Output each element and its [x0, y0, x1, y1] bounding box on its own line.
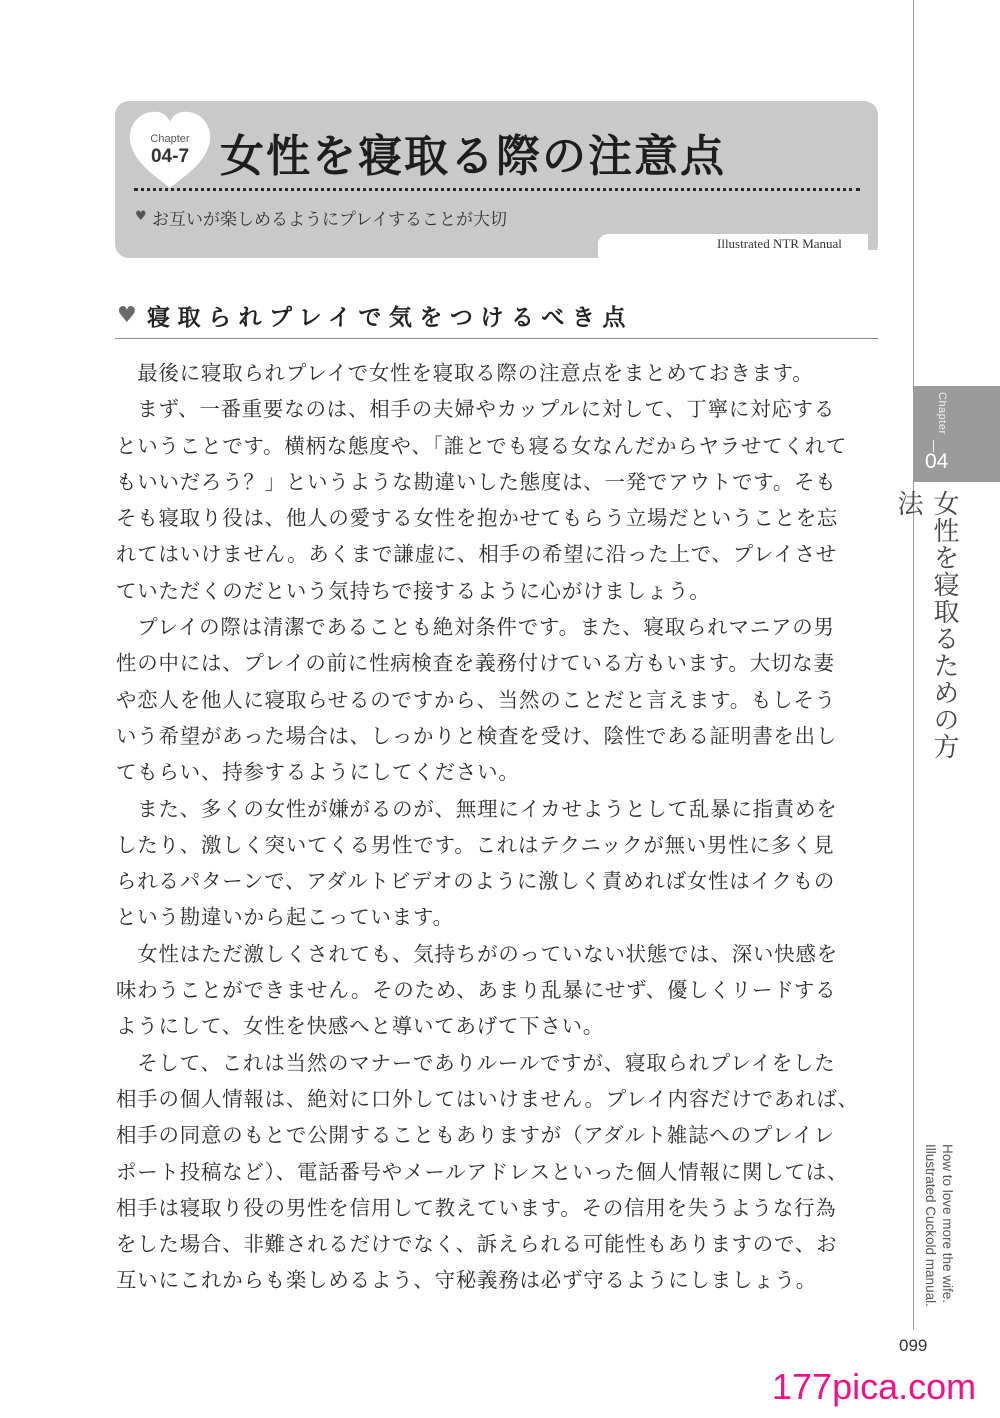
dotted-divider — [134, 188, 860, 191]
subtitle-heart-icon: ♥ — [135, 209, 147, 224]
body-line: まず、一番重要なのは、相手の夫婦やカップルに対して、丁寧に対応する — [116, 397, 836, 422]
body-line: 最後に寝取られプレイで女性を寝取る際の注意点をまとめておきます。 — [116, 361, 814, 385]
body-line: 相手の個人情報は、絶対に口外してはいけません。プレイ内容だけであれば、 — [116, 1086, 859, 1111]
section-heading: 寝取られプレイで気をつけるべき点 — [147, 305, 633, 331]
body-line: したり、激しく突いてくる男性です。これはテクニックが無い男性に多く見 — [116, 832, 835, 857]
body-line: もいいだろう？」というような勘違いした態度は、一発でアウトです。そも — [116, 469, 837, 494]
body-line: という勘違いから起こっています。 — [116, 905, 454, 930]
body-line: 性の中には、プレイの前に性病検査を義務付けている方もいます。大切な妻 — [116, 651, 835, 676]
body-line: そも寝取り役は、他人の愛する女性を抱かせてもらう立場だということを忘 — [116, 506, 839, 531]
chapter-title: 女性を寝取る際の注意点 — [220, 131, 726, 182]
section-underline — [115, 338, 878, 339]
margin-rule — [913, 0, 914, 1330]
side-english-line1: How to love more the wife. — [940, 1144, 955, 1304]
manual-label: Illustrated NTR Manual — [717, 236, 842, 251]
chapter-subtitle: お互いが楽しめるようにプレイすることが大切 — [152, 210, 507, 230]
side-english-line2: Illustrated Cuckold manual. — [923, 1144, 938, 1307]
body-line: ようにして、女性を快感へと導いてあげて下さい。 — [116, 1014, 605, 1039]
side-tab-chapter-number: 04 — [925, 450, 949, 473]
watermark-link[interactable]: 177pica.com — [772, 1366, 977, 1407]
body-line: 女性はただ激しくされても、気持ちがのっていない状態では、深い快感を — [116, 941, 838, 966]
body-line: ということです。横柄な態度や、「誰とでも寝る女なんだからヤラせてくれて — [116, 433, 848, 458]
section-heart-icon: ♥ — [117, 303, 137, 328]
body-line: をした場合、非難されるだけでなく、訴えられる可能性もありますので、お — [116, 1232, 838, 1257]
body-line: そして、これは当然のマナーでありルールですが、寝取られプレイをした — [116, 1050, 836, 1075]
body-line: られるパターンで、アダルトビデオのように激しく責めれば女性はイクもの — [116, 869, 836, 894]
body-line: 相手の同意のもとで公開することもありますが（アダルト雑誌へのプレイレ — [116, 1123, 835, 1148]
body-line: ポート投稿など）、電話番号やメールアドレスといった個人情報に関しては、 — [116, 1159, 849, 1184]
side-english-caption — [916, 1144, 956, 1324]
body-line: プレイの際は清潔であることも絶対条件です。また、寝取られマニアの男 — [116, 615, 835, 640]
body-line: てもらい、持参するようにしてください。 — [116, 760, 520, 785]
side-chapter-title: 女性を寝取るための方法 — [893, 490, 959, 760]
badge-chapter-label: Chapter — [150, 133, 190, 145]
page-number: 099 — [899, 1336, 928, 1355]
body-line: また、多くの女性が嫌がるのが、無理にイカせようとして乱暴に指責めを — [116, 796, 838, 821]
body-line: 相手は寝取り役の男性を信用して教えています。その信用を失うような行為 — [116, 1195, 837, 1220]
side-tab-chapter-label: Chapter — [936, 392, 948, 435]
body-line: れてはいけません。あくまで謙虚に、相手の希望に沿った上で、プレイさせ — [116, 542, 838, 567]
body-line: いう希望があった場合は、しっかりと検査を受け、陰性である証明書を出し — [116, 723, 838, 748]
body-line: 互いにこれからも楽しめるよう、守秘義務は必ず守るようにしましょう。 — [116, 1268, 817, 1293]
body-line: 味わうことができません。そのため、あまり乱暴にせず、優しくリードする — [116, 978, 837, 1003]
body-line: ていただくのだという気持ちで接するように心がけましょう。 — [116, 578, 711, 603]
badge-chapter-number: 04-7 — [150, 146, 190, 167]
body-text — [116, 355, 880, 1299]
body-line: や恋人を他人に寝取らせるのですから、当然のことだと言えます。もしそう — [116, 687, 836, 712]
